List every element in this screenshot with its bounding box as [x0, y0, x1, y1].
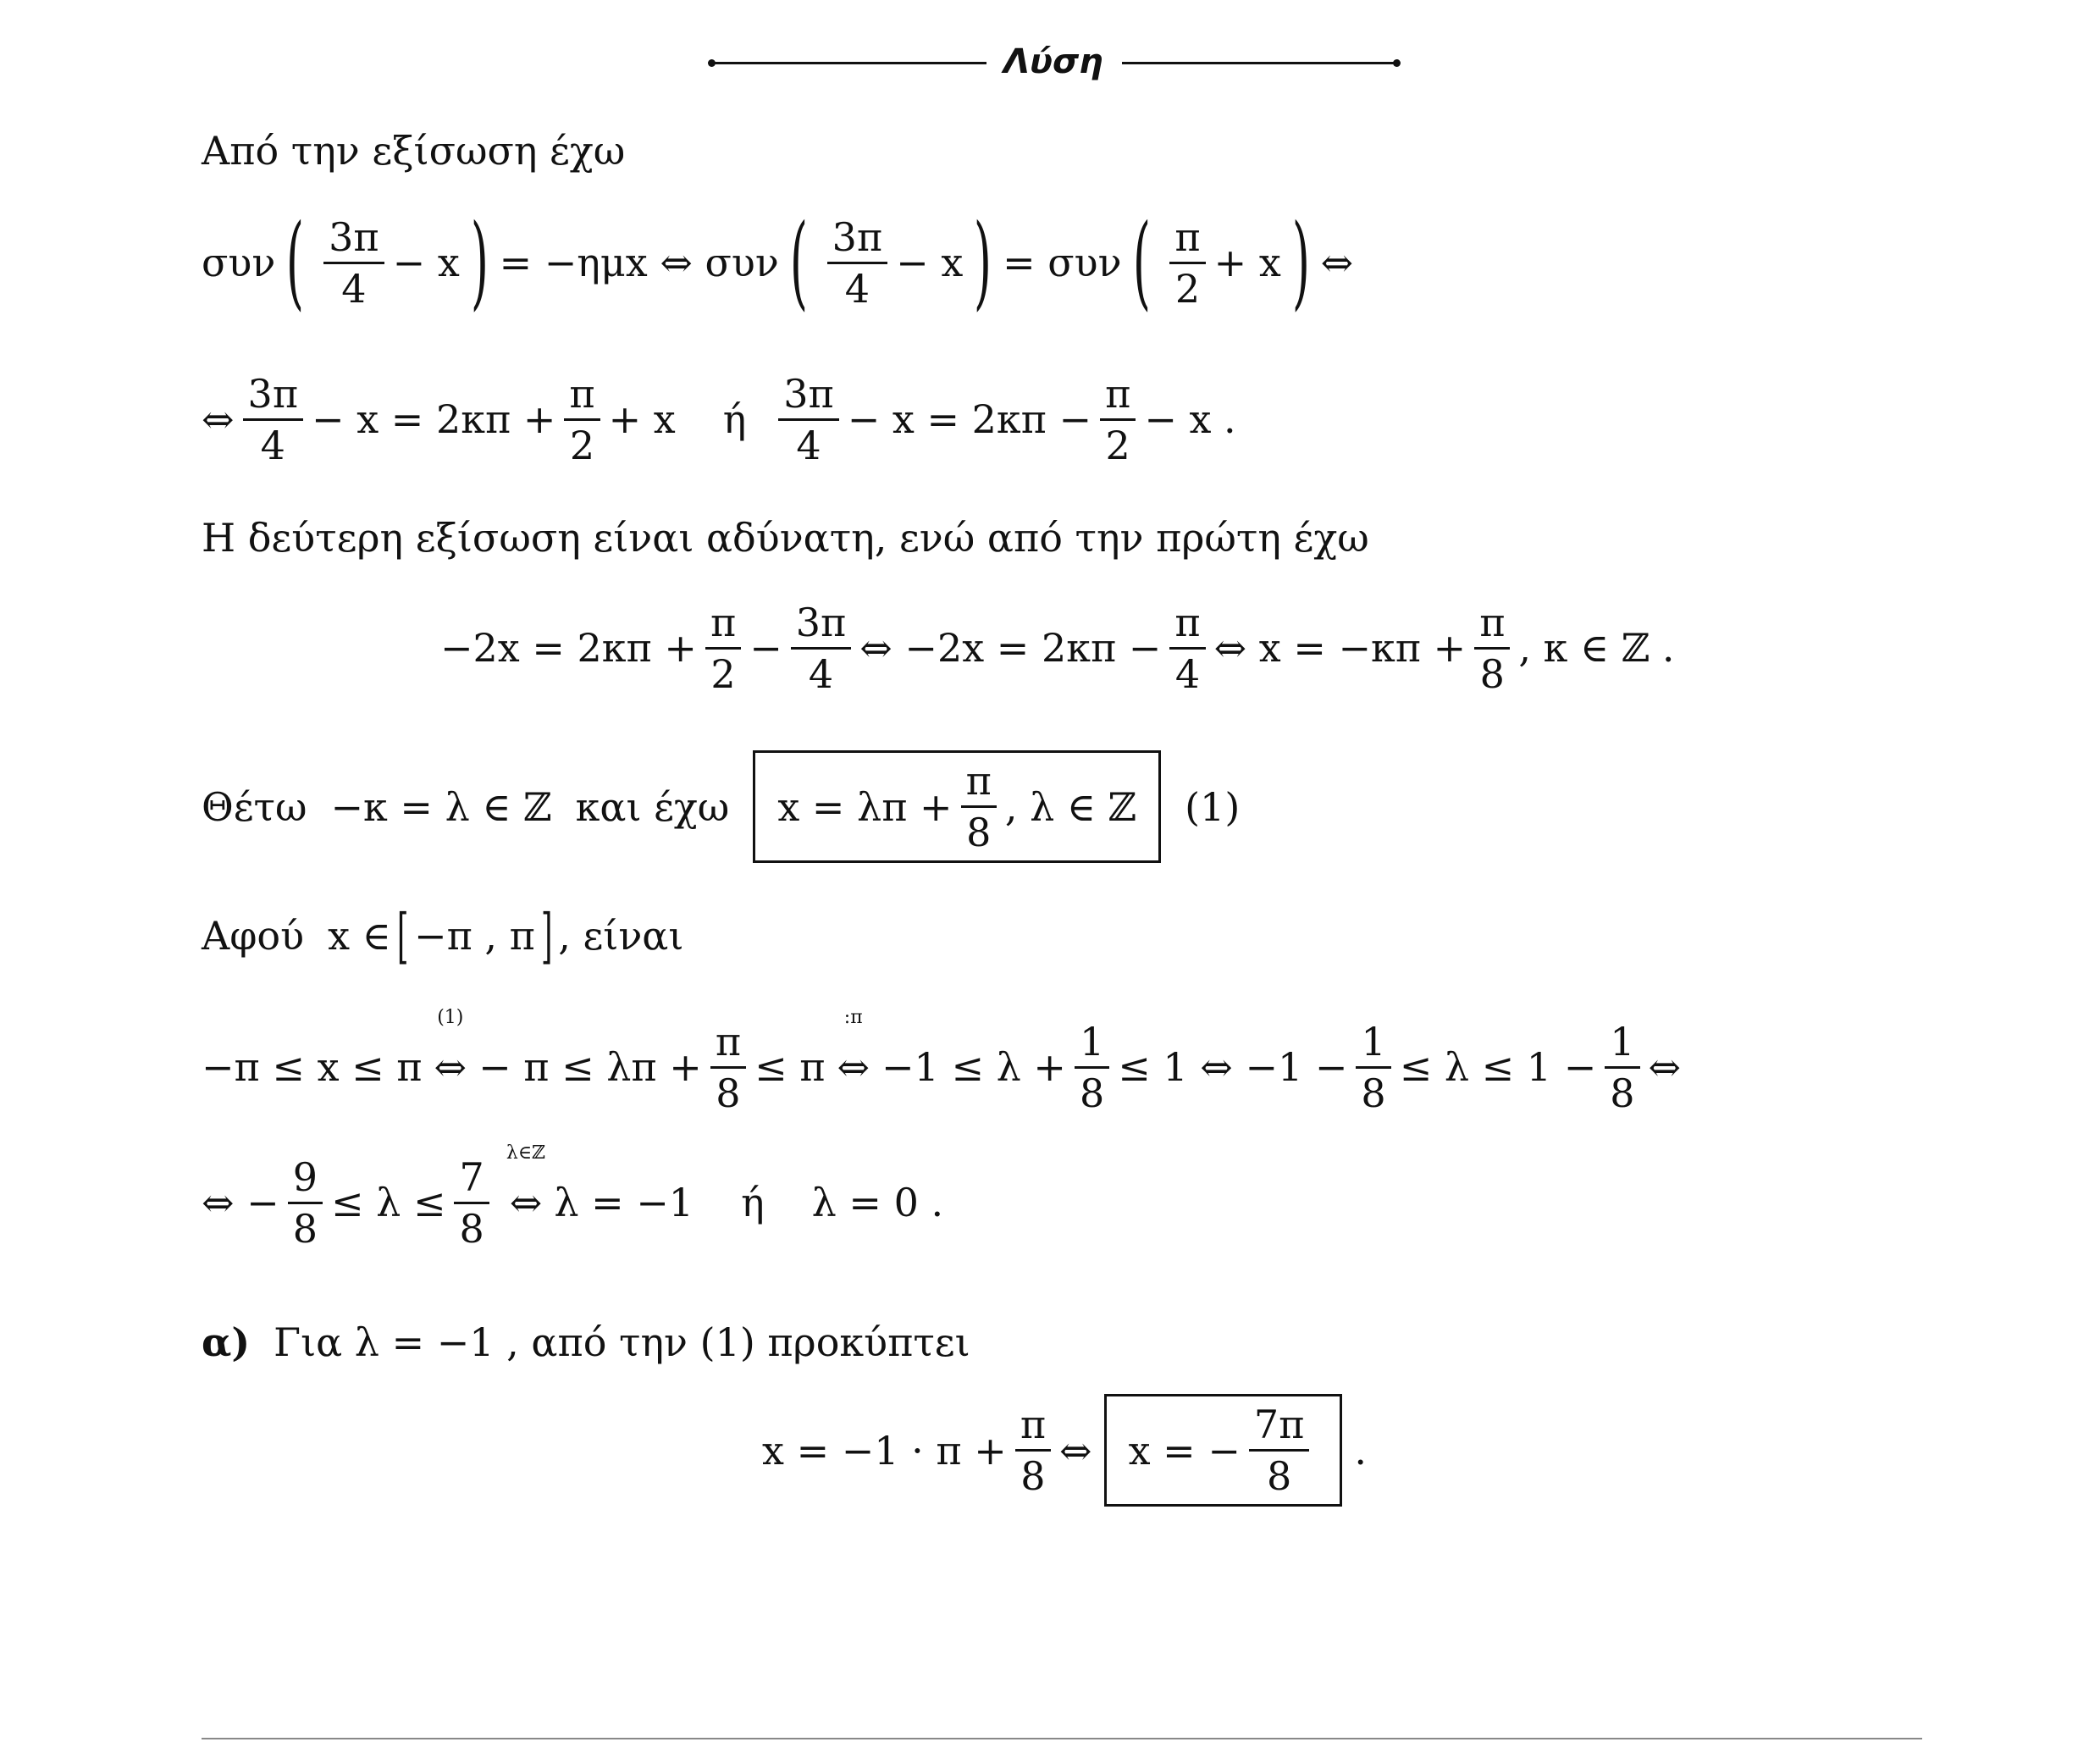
- eq6-b: ⇔: [1059, 1427, 1092, 1474]
- eq5-a: ⇔ −: [202, 1180, 279, 1225]
- eq6-bf-num: 7π: [1249, 1405, 1310, 1452]
- eq2-b: − x = 2κπ +: [312, 396, 556, 442]
- eq5-ar: ⇔: [509, 1180, 543, 1225]
- eq4-f3-den: 8: [1361, 1070, 1386, 1116]
- p3-a: Θέτω: [202, 783, 307, 830]
- eq1-f1-den: 4: [341, 265, 367, 312]
- eq1-d: ⇔: [1320, 240, 1354, 285]
- eq5-or: ή: [741, 1180, 765, 1225]
- eq4-g: ⇔: [1648, 1044, 1682, 1090]
- eq2-d: − x = 2κπ −: [847, 396, 1092, 442]
- p4-interval: −π , π: [414, 913, 535, 959]
- eq1-f2-den: 4: [844, 265, 870, 312]
- equation-3: [440, 597, 1675, 699]
- eq2-f1-den: 4: [260, 422, 285, 468]
- eq3-f4-den: 8: [1479, 650, 1505, 697]
- second-text: Η δεύτερη εξίσωση είναι αδύνατη, ενώ από την πρώτη έχω: [202, 515, 1369, 561]
- equation-6: [762, 1389, 1367, 1512]
- eq6-a: x = −1 · π +: [762, 1427, 1007, 1474]
- eq6-f-den: 8: [1020, 1453, 1046, 1499]
- eq5-f2-den: 8: [459, 1205, 484, 1252]
- eq3-d: ⇔ x = −κπ +: [1213, 625, 1467, 671]
- eq4-f1-den: 8: [716, 1070, 741, 1116]
- eq3-b: −: [749, 625, 782, 671]
- eq1-c2: + x: [1213, 240, 1281, 285]
- eq1-f3-den: 2: [1174, 265, 1201, 312]
- eq1-a2: − x: [392, 240, 460, 285]
- eq4-a: −π ≤ x ≤ π: [202, 1044, 423, 1090]
- eq1-f1-num: 3π: [323, 218, 384, 264]
- eq4-ar2: ⇔: [837, 1044, 870, 1090]
- eq4-ar2-over: :π: [843, 1007, 863, 1028]
- eq2-a: ⇔: [202, 396, 235, 442]
- eq6-c: .: [1354, 1427, 1367, 1474]
- eq3-a: −2x = 2κπ +: [440, 625, 697, 671]
- eq4-f3-num: 1: [1356, 1022, 1390, 1069]
- solution-title: Λύση: [1003, 42, 1103, 81]
- eq4-f4-den: 8: [1610, 1070, 1635, 1116]
- eq6-box-a: x = −: [1128, 1427, 1241, 1474]
- eq2-f3-num: 3π: [778, 374, 839, 421]
- eq2-f1-num: 3π: [243, 374, 304, 421]
- eq2-f3-den: 4: [796, 422, 821, 468]
- eq4-f: ≤ λ ≤ 1 −: [1399, 1044, 1597, 1090]
- header-right-dot: [1393, 59, 1401, 67]
- part-a-text: Για λ = −1 , από την (1) προκύπτει: [274, 1319, 970, 1365]
- interval-line: Αφού x ∈ [ −π , π ] , είναι: [202, 901, 684, 971]
- part-a-label: α): [202, 1319, 251, 1365]
- eq4-f2-den: 8: [1079, 1070, 1105, 1116]
- eq2-e: − x .: [1144, 396, 1236, 442]
- eq4-b: − π ≤ λπ +: [478, 1044, 702, 1090]
- eq5-d: λ = 0 .: [811, 1180, 944, 1225]
- eq1-b: = −ημx ⇔ συν: [499, 240, 779, 285]
- p4-b: x ∈: [328, 913, 391, 959]
- p4-c: , είναι: [558, 913, 684, 959]
- eq4-e: ≤ 1 ⇔ −1 −: [1118, 1044, 1348, 1090]
- eq2-c: + x: [608, 396, 676, 442]
- p3-box-a: x = λπ +: [777, 783, 953, 830]
- eq2-f4-den: 2: [1105, 422, 1130, 468]
- eq1-f2-num: 3π: [827, 218, 888, 264]
- eq4-c: ≤ π: [754, 1044, 826, 1090]
- eq2-or: ή: [722, 396, 747, 442]
- p3-f-num: π: [961, 761, 997, 808]
- p3-c: και έχω: [575, 783, 730, 830]
- eq3-f3-num: π: [1169, 603, 1205, 650]
- eq1-c: = συν: [1003, 240, 1122, 285]
- p4-a: Αφού: [202, 913, 305, 959]
- eq3-c: ⇔ −2x = 2κπ −: [859, 625, 1162, 671]
- eq5-b: ≤ λ ≤: [331, 1180, 446, 1225]
- eq5-c: λ = −1: [554, 1180, 694, 1225]
- eq5-f1-den: 8: [292, 1205, 318, 1252]
- substitution-line: [202, 745, 1240, 868]
- p3-box-b: , λ ∈ ℤ: [1004, 783, 1137, 830]
- eq6-f-num: π: [1015, 1405, 1051, 1452]
- eq2-f2-num: π: [564, 374, 600, 421]
- equation-tag-1: (1): [1185, 783, 1241, 830]
- eq3-e: , κ ∈ ℤ .: [1518, 625, 1675, 671]
- eq5-ar-over: λ∈ℤ: [506, 1142, 546, 1164]
- eq3-f2-num: 3π: [791, 603, 852, 650]
- eq4-f2-num: 1: [1075, 1022, 1109, 1069]
- eq5-f1-num: 9: [288, 1158, 323, 1204]
- equation-4: [202, 1007, 1682, 1122]
- eq4-f4-num: 1: [1605, 1022, 1639, 1069]
- footer-rule: [202, 1738, 1922, 1739]
- eq6-bf-den: 8: [1266, 1453, 1292, 1499]
- general-solution-box: [753, 750, 1161, 863]
- eq3-f1-num: π: [705, 603, 741, 650]
- eq3-f3-den: 4: [1174, 650, 1201, 697]
- eq4-f1-num: π: [710, 1022, 746, 1069]
- eq4-d: −1 ≤ λ +: [881, 1044, 1066, 1090]
- eq1-f3-num: π: [1169, 218, 1205, 264]
- eq5-f2-num: 7: [454, 1158, 489, 1204]
- equation-2: [202, 368, 1236, 470]
- p3-b: −κ = λ ∈ ℤ: [330, 783, 552, 830]
- eq2-f4-num: π: [1100, 374, 1136, 421]
- intro-text: Από την εξίσωση έχω: [202, 128, 626, 174]
- part-a-line: [202, 1317, 970, 1368]
- eq3-f1-den: 2: [710, 650, 736, 697]
- eq3-f4-num: π: [1474, 603, 1510, 650]
- eq3-f2-den: 4: [808, 650, 834, 697]
- header-right-rule: [1122, 62, 1397, 64]
- equation-5: [202, 1142, 944, 1258]
- final-answer-box: [1104, 1394, 1343, 1507]
- header-left-rule: [711, 62, 986, 64]
- equation-1: συν ( $\frac{3\pi}{4}$ − x ) = −ημx ⇔ συν ( $\frac{3\pi}{4}$ − x ) = συν ( $\frac{\pi}{2}$ + x ) ⇔: [202, 203, 1354, 321]
- eq1-b2: − x: [896, 240, 964, 285]
- eq4-ar1-over: (1): [437, 1007, 464, 1028]
- eq1-a: συν: [202, 240, 276, 285]
- eq2-f2-den: 2: [569, 422, 595, 468]
- p3-f-den: 8: [966, 810, 992, 855]
- eq4-ar1: ⇔: [434, 1044, 467, 1090]
